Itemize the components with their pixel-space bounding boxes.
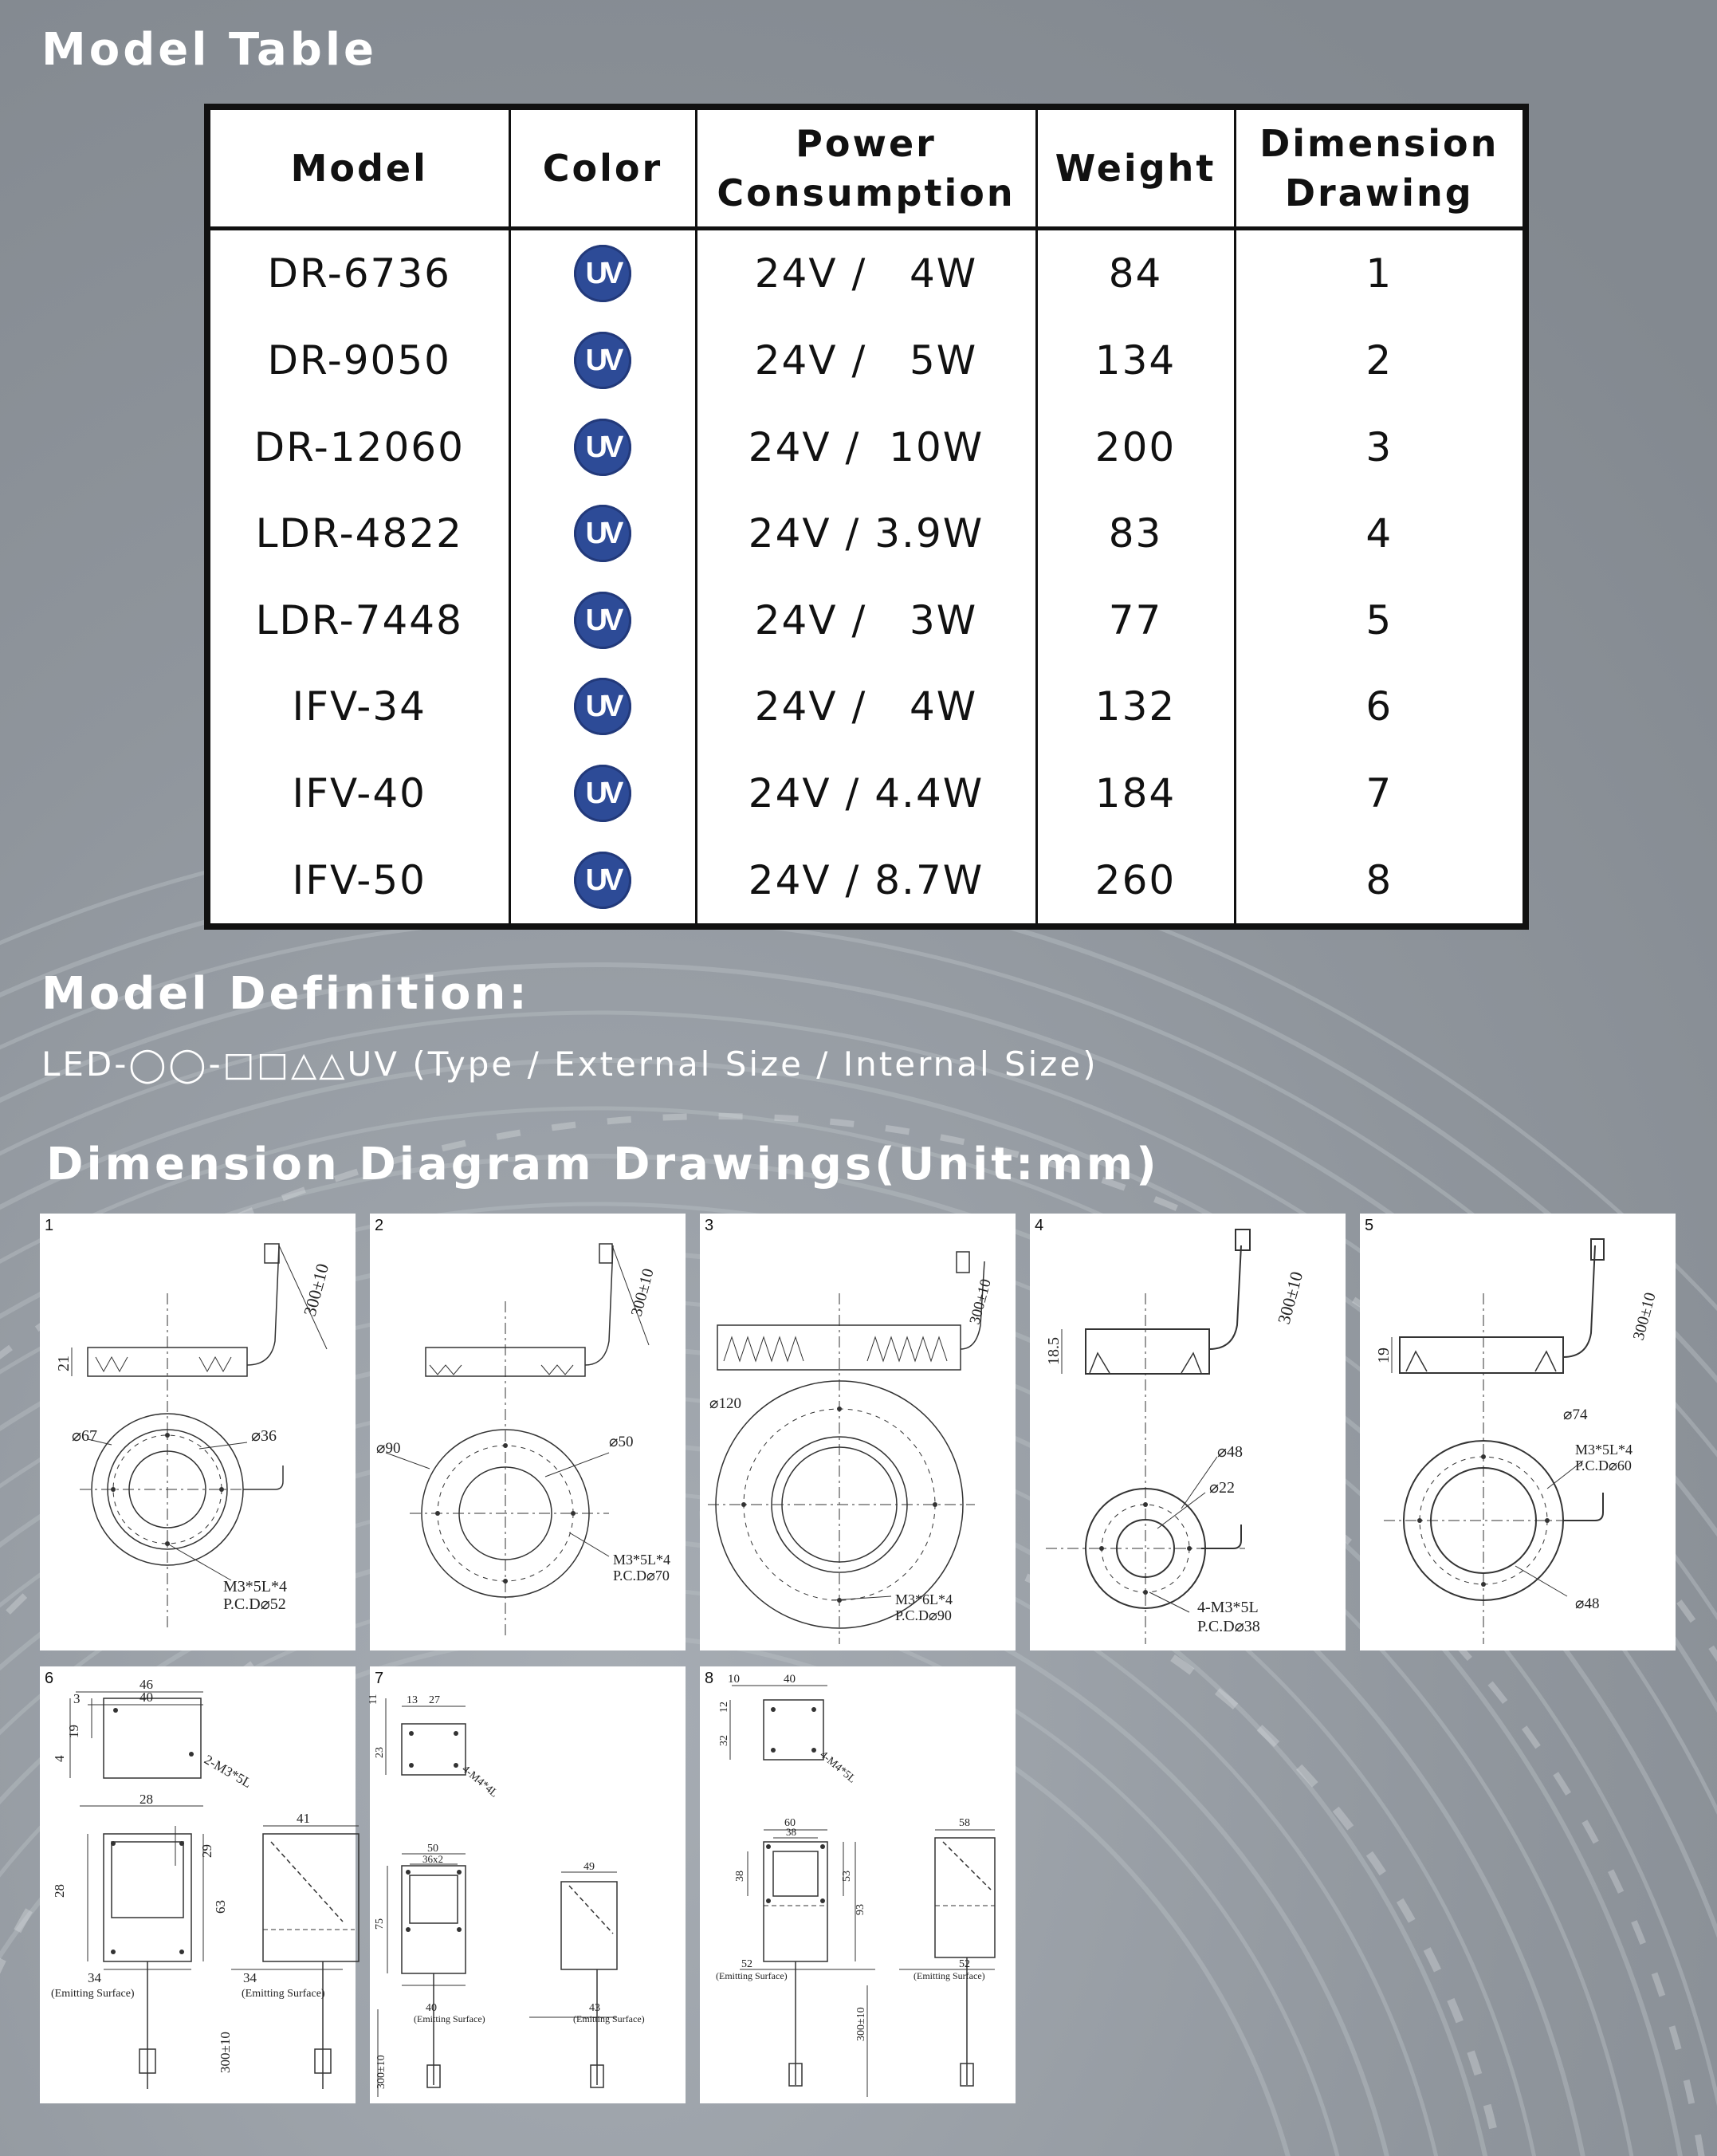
table-row [210,229,1523,317]
cell-model: DR-12060 [253,423,465,470]
dim-19: 19 [66,1725,81,1738]
cell-power: 24V / 8.7W [696,836,1036,923]
dim-38-v: 38 [734,1871,746,1882]
pcd-label: P.C.D⌀52 [223,1595,286,1613]
ring-light-drawing-1 [40,1214,356,1650]
drawing-panel-7 [367,1666,686,2103]
panel-number: 1 [45,1217,54,1234]
drawing-panel-6 [40,1666,356,2103]
header-dimension-line1: Dimension [1259,122,1499,165]
dim-3: 3 [73,1691,81,1706]
pcd-label: P.C.D⌀38 [1197,1618,1260,1635]
cell-model: DR-9050 [267,336,451,384]
pcd-label: P.C.D⌀90 [895,1607,952,1623]
pcd-label: P.C.D⌀60 [1575,1458,1632,1473]
screw-label: 2-M3*5L [202,1752,254,1792]
dim-11: 11 [367,1694,379,1705]
cell-weight: 77 [1036,576,1235,663]
uv-badge-icon: UV [574,419,631,476]
dim-63: 63 [213,1900,228,1914]
cell-model: LDR-4822 [255,510,463,557]
pcd-label: P.C.D⌀70 [613,1568,670,1584]
cable-length-label: 300±10 [966,1277,995,1327]
uv-badge-icon: UV [574,765,631,822]
cable-length-label: 300±10 [218,2032,233,2073]
drawing-panel-2 [370,1214,686,1650]
dim-28-h: 28 [52,1884,67,1898]
cell-power: 24V / 3.9W [696,490,1036,577]
dim-40: 40 [139,1690,153,1705]
screw-label: 4-M4*4L [459,1763,501,1800]
cell-weight: 132 [1036,663,1235,750]
cell-power: 24V / 4.4W [696,750,1036,837]
cable-length-label: 300±10 [1273,1269,1307,1327]
cell-model: IFV-40 [292,769,426,816]
panel-number: 2 [375,1217,384,1234]
model-table [204,104,1529,930]
square-light-drawing-8 [700,1666,1016,2103]
table-row [210,750,1523,837]
cell-color [509,663,696,750]
inner-diameter-label: ⌀36 [251,1427,277,1445]
emitting-surface-label: (Emitting Surface) [573,2013,645,2024]
cell-power: 24V / 4W [696,229,1036,317]
drawing-panel-4 [1030,1214,1346,1650]
dim-58: 58 [959,1817,970,1829]
cable-length-label: 300±10 [1629,1290,1660,1343]
screw-label: M3*5L*4 [613,1552,670,1568]
outer-diameter-label: ⌀48 [1217,1443,1244,1461]
uv-badge-icon: UV [574,592,631,649]
dim-93: 93 [855,1904,866,1915]
header-power [696,110,1036,229]
dim-46: 46 [139,1677,153,1692]
dim-49: 49 [583,1861,595,1873]
inner-diameter-label: ⌀48 [1575,1595,1600,1612]
height-label: 19 [1375,1348,1393,1363]
square-light-drawing-6 [40,1666,356,2103]
dim-34-b: 34 [243,1970,257,1985]
panel-number: 3 [705,1217,714,1234]
cell-power: 24V / 5W [696,317,1036,404]
header-model: Model [210,110,509,229]
cell-weight: 184 [1036,750,1235,837]
cell-weight: 200 [1036,403,1235,490]
cell-drawing: 6 [1235,663,1523,750]
ring-light-drawing-4 [1030,1214,1346,1650]
drawing-panel-3 [700,1214,1016,1650]
dim-28-w: 28 [139,1792,153,1807]
uv-badge-icon: UV [574,245,631,302]
dim-4: 4 [52,1755,67,1762]
cell-power: 24V / 10W [696,403,1036,490]
cell-drawing: 1 [1235,229,1523,317]
cell-color [509,403,696,490]
drawing-panel-1 [40,1214,356,1650]
drawing-panel-8 [700,1666,1016,2103]
screw-label: M3*5L*4 [223,1578,287,1595]
cable-length-label: 300±10 [627,1266,658,1319]
dim-38-h: 38 [786,1826,796,1838]
ring-light-drawing-3 [700,1214,1016,1650]
dim-60: 60 [784,1817,796,1829]
header-color: Color [509,110,696,229]
outer-diameter-label: ⌀90 [376,1440,401,1457]
cell-weight: 83 [1036,490,1235,577]
cell-model: IFV-50 [292,856,426,903]
drawing-panel-5 [1360,1214,1676,1650]
table-header-row [210,110,1523,229]
square-light-drawing-7 [367,1666,686,2103]
dim-12: 12 [718,1702,730,1713]
cell-drawing: 4 [1235,490,1523,577]
height-label: 18.5 [1045,1337,1063,1365]
table-row [210,663,1523,750]
cell-drawing: 8 [1235,836,1523,923]
cable-length-label: 300±10 [375,2055,387,2089]
cell-color [509,750,696,837]
emitting-surface-label: (Emitting Surface) [414,2013,485,2024]
header-power-line2: Consumption [717,171,1016,214]
panel-number: 4 [1035,1217,1044,1234]
height-label: 21 [55,1355,73,1371]
model-definition-text: LED-◯◯-□□△△UV (Type / External Size / Internal Size) [41,1045,1098,1084]
emitting-surface-label: (Emitting Surface) [242,1988,325,2000]
table-row [210,490,1523,577]
inner-diameter-label: ⌀22 [1209,1479,1236,1497]
dim-52-a: 52 [741,1958,752,1970]
dim-36x2: 36x2 [422,1853,443,1865]
dim-43: 43 [589,2002,600,2014]
dim-50: 50 [427,1843,438,1855]
screw-label: 4-M3*5L [1197,1599,1259,1616]
table-row [210,317,1523,404]
outer-diameter-label: ⌀74 [1563,1407,1588,1423]
cell-color [509,229,696,317]
uv-badge-icon: UV [574,678,631,735]
cell-model: IFV-34 [292,683,426,730]
header-weight: Weight [1036,110,1235,229]
emitting-surface-label: (Emitting Surface) [914,1970,985,1981]
cell-power: 24V / 4W [696,663,1036,750]
dim-29: 29 [199,1844,214,1858]
panel-number: 5 [1365,1217,1374,1234]
dim-40: 40 [426,2002,437,2014]
cell-model: DR-6736 [267,250,451,297]
dim-41: 41 [297,1811,310,1826]
cell-weight: 260 [1036,836,1235,923]
cable-length-label: 300±10 [855,2007,867,2041]
dimension-drawings-heading: Dimension Diagram Drawings(Unit:mm) [46,1139,1160,1190]
cell-color [509,576,696,663]
cell-weight: 134 [1036,317,1235,404]
dim-75: 75 [374,1918,386,1930]
dim-27: 27 [429,1694,440,1706]
dim-32: 32 [718,1735,730,1746]
dim-10: 10 [728,1673,740,1686]
panel-number: 8 [705,1670,714,1687]
dim-23: 23 [374,1747,386,1758]
uv-badge-icon: UV [574,505,631,562]
dim-34-a: 34 [88,1970,101,1985]
dim-13: 13 [407,1694,418,1706]
dim-40: 40 [784,1673,796,1686]
model-definition-heading: Model Definition: [41,968,530,1020]
cell-drawing: 7 [1235,750,1523,837]
screw-label: M3*6L*4 [895,1591,953,1607]
cell-model: LDR-7448 [255,596,463,643]
inner-diameter-label: ⌀50 [609,1434,634,1450]
table-row [210,576,1523,663]
dim-52-b: 52 [959,1958,970,1970]
cell-weight: 84 [1036,229,1235,317]
header-dimension [1235,110,1523,229]
panel-number: 7 [375,1670,384,1687]
panel-number: 6 [45,1670,54,1687]
cell-color [509,317,696,404]
screw-label: 4-M4*5L [817,1749,858,1786]
emitting-surface-label: (Emitting Surface) [716,1970,788,1981]
table-row [210,403,1523,490]
model-table-heading: Model Table [41,24,377,76]
cable-length-label: 300±10 [299,1261,333,1319]
screw-label: M3*5L*4 [1575,1442,1633,1458]
cell-color [509,836,696,923]
header-dimension-line2: Drawing [1284,171,1474,214]
uv-badge-icon: UV [574,852,631,909]
cell-color [509,490,696,577]
cell-drawing: 3 [1235,403,1523,490]
cell-drawing: 5 [1235,576,1523,663]
dim-53: 53 [841,1871,853,1882]
outer-diameter-label: ⌀120 [709,1395,741,1412]
cell-power: 24V / 3W [696,576,1036,663]
header-power-line1: Power [796,122,937,165]
cell-drawing: 2 [1235,317,1523,404]
ring-light-drawing-5 [1360,1214,1676,1650]
outer-diameter-label: ⌀67 [72,1427,98,1445]
ring-light-drawing-2 [370,1214,686,1650]
emitting-surface-label: (Emitting Surface) [51,1988,135,2000]
table-row [210,836,1523,923]
uv-badge-icon: UV [574,332,631,389]
